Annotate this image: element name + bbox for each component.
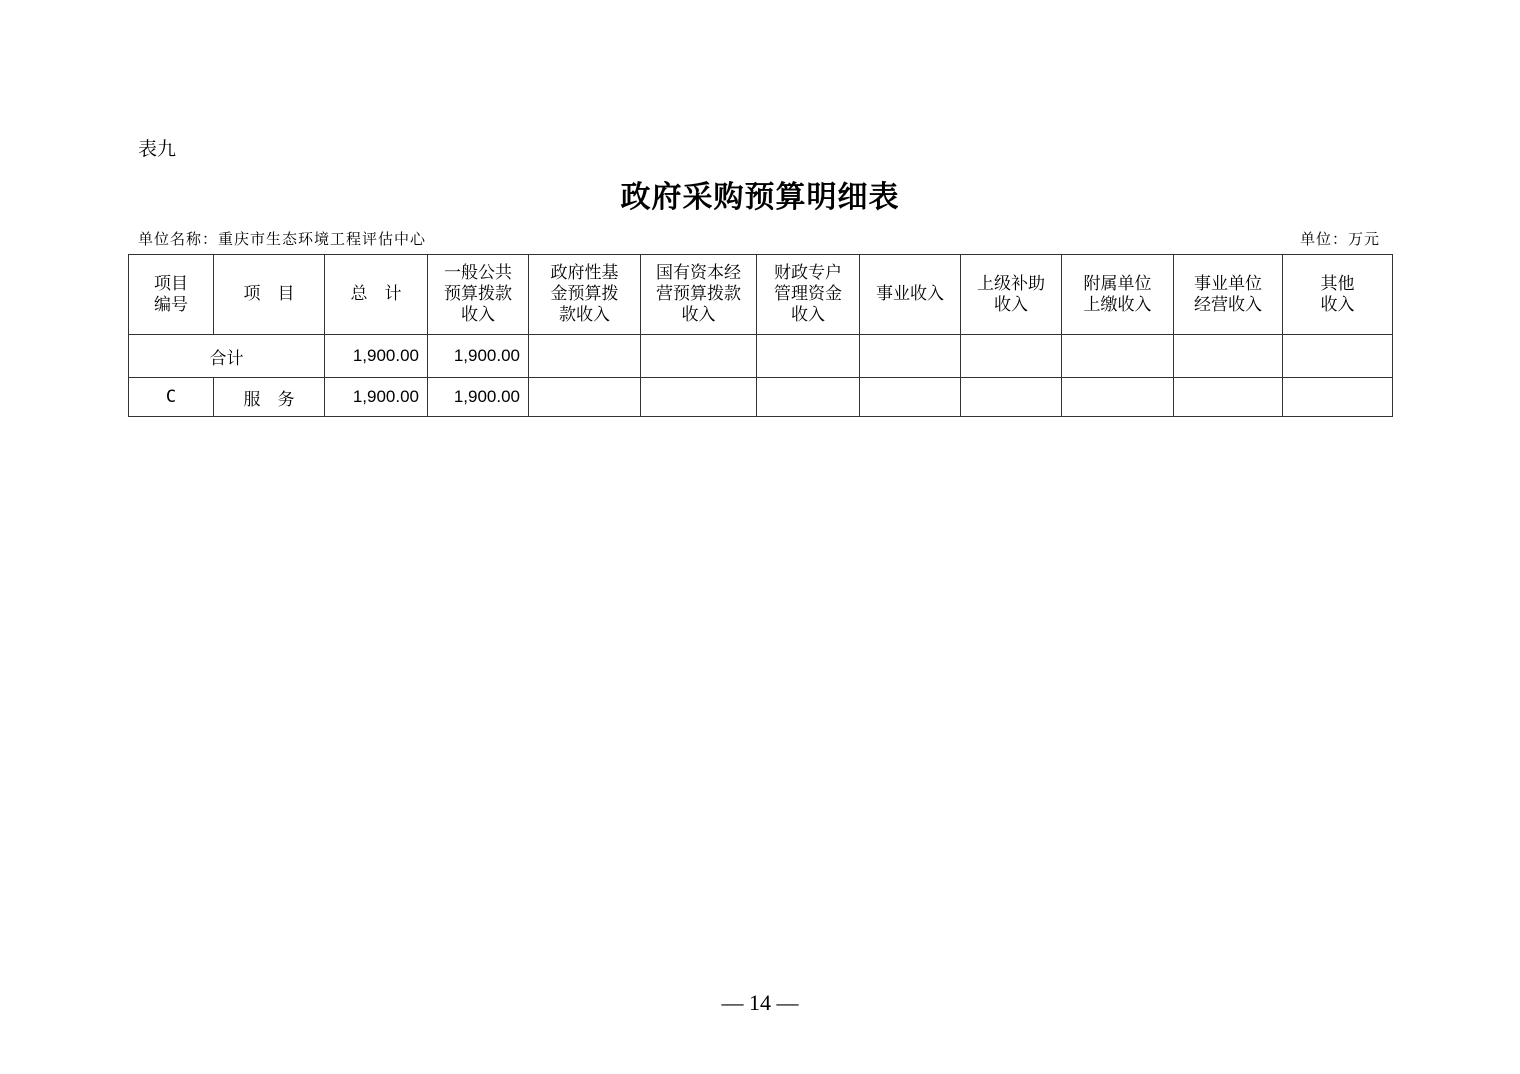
table-cell <box>961 378 1062 417</box>
table-cell <box>641 335 757 378</box>
item-code: C <box>129 378 214 417</box>
unit-name: 单位名称：重庆市生态环境工程评估中心 <box>138 230 427 248</box>
total-amount: 1,900.00 <box>325 335 428 378</box>
header-total: 总 计 <box>325 255 428 335</box>
table-cell <box>1174 378 1283 417</box>
table-cell <box>641 378 757 417</box>
table-cell <box>1283 378 1393 417</box>
item-total: 1,900.00 <box>325 378 428 417</box>
header-affiliated-unit: 附属单位 上缴收入 <box>1062 255 1174 335</box>
table-label: 表九 <box>138 138 177 160</box>
item-general-budget: 1,900.00 <box>428 378 529 417</box>
table-cell <box>1062 378 1174 417</box>
table-cell <box>860 335 961 378</box>
table-cell <box>529 335 641 378</box>
header-project: 项 目 <box>214 255 325 335</box>
unit-label: 单位：万元 <box>1299 230 1380 248</box>
table-cell <box>961 335 1062 378</box>
header-other-income: 其他 收入 <box>1283 255 1393 335</box>
table-cell <box>860 378 961 417</box>
page-title: 政府采购预算明细表 <box>620 180 900 215</box>
procurement-budget-table <box>128 254 1393 417</box>
table-row-total <box>129 335 1393 378</box>
table-cell <box>757 335 860 378</box>
table-cell <box>529 378 641 417</box>
table-row <box>129 378 1393 417</box>
item-name: 服 务 <box>214 378 325 417</box>
page-number: — 14 — <box>721 990 799 1015</box>
header-general-budget: 一般公共 预算拨款 收入 <box>428 255 529 335</box>
table-cell <box>1174 335 1283 378</box>
header-business-income: 事业收入 <box>860 255 961 335</box>
header-superior-subsidy: 上级补助 收入 <box>961 255 1062 335</box>
total-general-budget: 1,900.00 <box>428 335 529 378</box>
header-fiscal-account: 财政专户 管理资金 收入 <box>757 255 860 335</box>
header-state-capital: 国有资本经 营预算拨款 收入 <box>641 255 757 335</box>
table-cell <box>1283 335 1393 378</box>
table-header-row <box>129 255 1393 335</box>
table-cell <box>757 378 860 417</box>
table-cell <box>1062 335 1174 378</box>
header-government-fund: 政府性基 金预算拨 款收入 <box>529 255 641 335</box>
header-business-operation: 事业单位 经营收入 <box>1174 255 1283 335</box>
header-project-code: 项目 编号 <box>129 255 214 335</box>
total-label: 合计 <box>129 335 325 378</box>
